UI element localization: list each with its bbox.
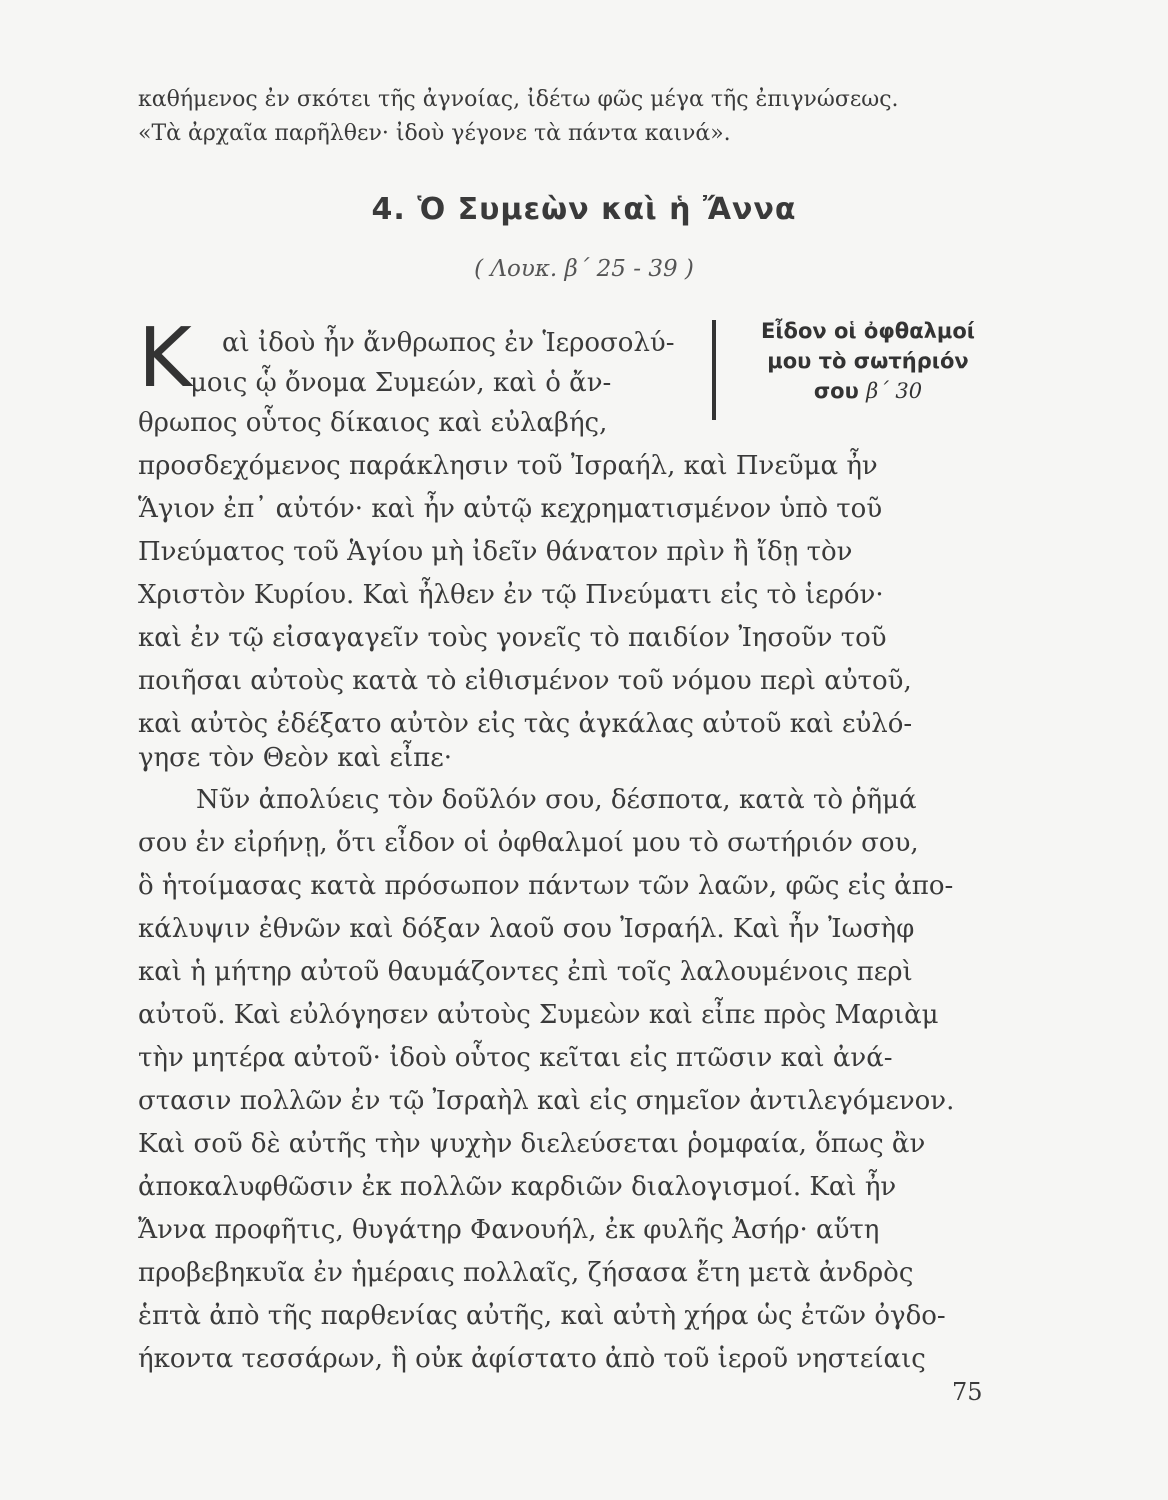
sidenote-word: σου xyxy=(813,379,859,403)
body-line: Ἄννα προφῆτις, θυγάτηρ Φανουήλ, ἐκ φυλῆς Ἀσήρ· αὕτη xyxy=(138,1215,880,1245)
body-line: θρωπος οὗτος δίκαιος καὶ εὐλαβής, xyxy=(138,408,608,438)
sidenote-rule xyxy=(712,320,716,420)
body-line: σου ἐν εἰρήνῃ, ὅτι εἶδον οἱ ὀφθαλμοί μου τὸ σωτήριόν σου, xyxy=(138,828,919,858)
body-line: ποιῆσαι αὐτοὺς κατὰ τὸ εἰθισμένον τοῦ νόμου περὶ αὐτοῦ, xyxy=(138,666,912,696)
body-line: προσδεχόμενος παράκλησιν τοῦ Ἰσραήλ, καὶ Πνεῦμα ἦν xyxy=(138,451,878,481)
intro-line-2: «Τὰ ἀρχαῖα παρῆλθεν· ἰδοὺ γέγονε τὰ πάντα καινά». xyxy=(138,121,731,146)
body-line: Ἅγιον ἐπ᾽ αὐτόν· καὶ ἦν αὐτῷ κεχρηματισμένον ὑπὸ τοῦ xyxy=(138,494,883,524)
body-line: καὶ αὐτὸς ἐδέξατο αὐτὸν εἰς τὰς ἀγκάλας αὐτοῦ καὶ εὐλό- xyxy=(138,709,913,739)
intro-line-1: καθήμενος ἐν σκότει τῆς ἀγνοίας, ἰδέτω φῶς μέγα τῆς ἐπιγνώσεως. xyxy=(138,87,899,112)
body-line: Νῦν ἀπολύεις τὸν δοῦλόν σου, δέσποτα, κατὰ τὸ ῥῆμά xyxy=(196,785,917,815)
body-line: Χριστὸν Κυρίου. Καὶ ἦλθεν ἐν τῷ Πνεύματι εἰς τὸ ἱερόν· xyxy=(138,580,884,610)
body-line: ήκοντα τεσσάρων, ἣ οὐκ ἀφίστατο ἀπὸ τοῦ ἱεροῦ νηστείαις xyxy=(138,1344,926,1374)
body-line: καὶ ἡ μήτηρ αὐτοῦ θαυμάζοντες ἐπὶ τοῖς λαλουμένοις περὶ xyxy=(138,957,913,987)
body-line: τὴν μητέρα αὐτοῦ· ἰδοὺ οὗτος κεῖται εἰς πτῶσιν καὶ ἀνά- xyxy=(138,1043,893,1073)
body-line: γησε τὸν Θεὸν καὶ εἶπε· xyxy=(138,743,452,773)
body-line: προβεβηκυῖα ἐν ἡμέραις πολλαῖς, ζήσασα ἔτη μετὰ ἀνδρὸς xyxy=(138,1258,914,1288)
body-line: καὶ ἐν τῷ εἰσαγαγεῖν τοὺς γονεῖς τὸ παιδίον Ἰησοῦν τοῦ xyxy=(138,623,887,653)
sidenote-line-2: μου τὸ σωτήριόν xyxy=(767,349,969,373)
sidenote-ref: β΄ 30 xyxy=(866,379,923,403)
body-line: Πνεύματος τοῦ Ἁγίου μὴ ἰδεῖν θάνατον πρὶν ἢ ἴδῃ τὸν xyxy=(138,537,853,567)
body-line: ἀποκαλυφθῶσιν ἐκ πολλῶν καρδιῶν διαλογισμοί. Καὶ ἦν xyxy=(138,1172,897,1202)
body-line: αὶ ἰδοὺ ἦν ἄνθρωπος ἐν Ἱεροσολύ- xyxy=(222,328,675,358)
sidenote-line-1: Εἶδον οἱ ὀφθαλμοί xyxy=(761,319,975,343)
section-heading: 4. Ὁ Συμεὼν καὶ ἡ Ἄννα xyxy=(371,192,797,227)
body-line: κάλυψιν ἐθνῶν καὶ δόξαν λαοῦ σου Ἰσραήλ. Καὶ ἦν Ἰωσὴφ xyxy=(138,914,915,944)
page-number: 75 xyxy=(952,1378,983,1406)
drop-cap: Κ xyxy=(138,311,192,406)
body-line: ἑπτὰ ἀπὸ τῆς παρθενίας αὐτῆς, καὶ αὐτὴ χήρα ὡς ἐτῶν ὀγδο- xyxy=(138,1301,946,1331)
scripture-reference: ( Λουκ. β΄ 25 - 39 ) xyxy=(474,256,694,282)
body-line: στασιν πολλῶν ἐν τῷ Ἰσραὴλ καὶ εἰς σημεῖον ἀντιλεγόμενον. xyxy=(138,1086,955,1116)
sidenote xyxy=(728,316,1008,406)
body-line: μοις ᾧ ὄνομα Συμεών, καὶ ὁ ἄν- xyxy=(190,368,612,398)
sidenote-line-3 xyxy=(728,376,1008,406)
body-line: Καὶ σοῦ δὲ αὐτῆς τὴν ψυχὴν διελεύσεται ῥομφαία, ὅπως ἂν xyxy=(138,1129,926,1159)
body-line: αὐτοῦ. Καὶ εὐλόγησεν αὐτοὺς Συμεὼν καὶ εἶπε πρὸς Μαριὰμ xyxy=(138,1000,939,1030)
body-line: ὃ ἡτοίμασας κατὰ πρόσωπον πάντων τῶν λαῶν, φῶς εἰς ἀπο- xyxy=(138,871,954,901)
